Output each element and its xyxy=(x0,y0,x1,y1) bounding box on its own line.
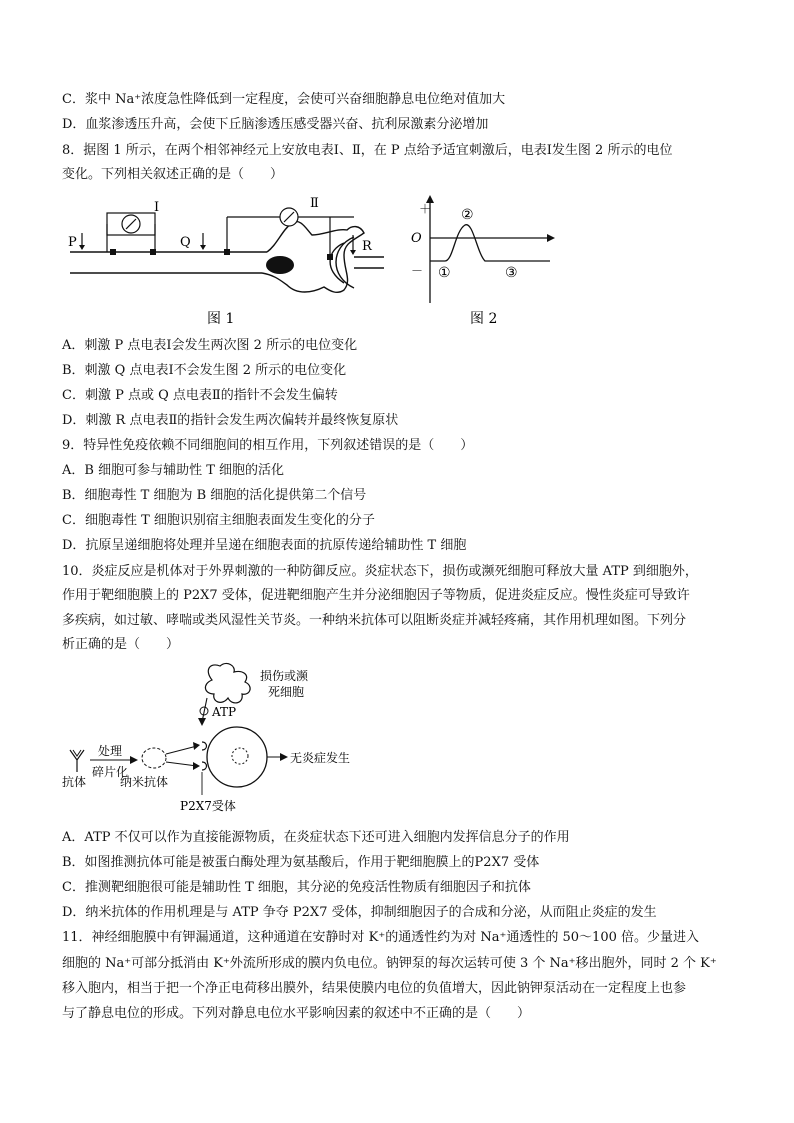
figure-2-caption: 图 2 xyxy=(470,311,498,327)
q10-option-c: C．推测靶细胞很可能是辅助性 T 细胞，其分泌的免疫活性物质有细胞因子和抗体 xyxy=(62,880,531,895)
damaged-cell-label-2: 死细胞 xyxy=(268,685,305,699)
axis-zero: O xyxy=(411,231,422,246)
mark-2: ② xyxy=(461,207,474,223)
q9-option-d: D．抗原呈递细胞将处理并呈递在细胞表面的抗原传递给辅助性 T 细胞 xyxy=(62,538,467,553)
q9-option-c: C．细胞毒性 T 细胞识别宿主细胞表面发生变化的分子 xyxy=(62,513,375,528)
figure-1-caption: 图 1 xyxy=(207,311,235,327)
q11-stem-2: 细胞的 Na⁺可部分抵消由 K⁺外流所形成的膜内负电位。钠钾泵的每次运转可使 3 个 Na⁺移出胞外，同时 2 个 K⁺ xyxy=(62,956,717,971)
target-cell xyxy=(207,727,267,787)
q10-stem-2: 作用于靶细胞膜上的 P2X7 受体，促进靶细胞产生并分泌细胞因子等物质，促进炎症反应。慢性炎症可导致许 xyxy=(62,588,690,603)
axis-minus: － xyxy=(411,264,424,278)
atp-label: ATP xyxy=(212,705,237,719)
mark-1: ① xyxy=(438,265,451,281)
mark-3: ③ xyxy=(505,265,518,281)
figure-1-neurons xyxy=(62,195,392,330)
q10-option-a: A．ATP 不仅可以作为直接能源物质，在炎症状态下还可进入细胞内发挥信息分子的作用 xyxy=(62,830,570,845)
fragment-label: 碎片化 xyxy=(92,765,129,779)
q8-option-b: B．刺激 Q 点电表Ⅰ不会发生图 2 所示的电位变化 xyxy=(62,363,347,378)
process-label: 处理 xyxy=(98,744,123,758)
figure-2-potential-graph xyxy=(405,193,560,333)
q8-option-c: C．刺激 P 点或 Q 点电表Ⅱ的指针不会发生偏转 xyxy=(62,388,338,403)
point-q-label: Q xyxy=(180,235,191,250)
q10-stem-3: 多疾病，如过敏、哮喘或类风湿性关节炎。一种纳米抗体可以阻断炎症并减轻疼痛，其作用机理如图。下列分 xyxy=(62,613,687,628)
q9-stem: 9．特异性免疫依赖不同细胞间的相互作用，下列叙述错误的是（ ） xyxy=(62,438,474,453)
q10-option-d: D．纳米抗体的作用机理是与 ATP 争夺 P2X7 受体，抑制细胞因子的合成和分泌，从而阻止炎症的发生 xyxy=(62,905,657,920)
result-label: 无炎症发生 xyxy=(290,751,351,765)
q11-stem-3: 移入胞内，相当于把一个净正电荷移出膜外，结果使膜内电位的负值增大，因此钠钾泵活动在一定程度上也参 xyxy=(62,981,687,996)
q8-stem-1: 8．据图 1 所示，在两个相邻神经元上安放电表Ⅰ、Ⅱ，在 P 点给予适宜刺激后，电表Ⅰ发生图 2 所示的电位 xyxy=(62,143,673,158)
q7-option-c: C．浆中 Na⁺浓度急性降低到一定程度，会使可兴奋细胞静息电位绝对值加大 xyxy=(62,92,506,107)
q11-stem-1: 11．神经细胞膜中有钾漏通道，这种通道在安静时对 K⁺的通透性约为对 Na⁺通透性的 50～100 倍。少量进入 xyxy=(62,930,699,945)
nucleus xyxy=(266,256,294,274)
point-r-label: R xyxy=(362,239,372,254)
q11-stem-4: 与了静息电位的形成。下列对静息电位水平影响因素的叙述中不正确的是（ ） xyxy=(62,1006,531,1021)
axis-plus: ＋ xyxy=(419,202,432,216)
receptor-label: P2X7受体 xyxy=(180,799,236,813)
antibody-label: 抗体 xyxy=(62,775,87,789)
nanobody-label: 纳米抗体 xyxy=(120,775,169,789)
point-p-label: P xyxy=(68,235,77,250)
q9-option-b: B．细胞毒性 T 细胞为 B 细胞的活化提供第二个信号 xyxy=(62,488,367,503)
damaged-cell-label-1: 损伤或濒 xyxy=(260,669,309,683)
meter-1-label: Ⅰ xyxy=(154,200,160,215)
q8-option-d: D．刺激 R 点电表Ⅱ的指针会发生两次偏转并最终恢复原状 xyxy=(62,413,399,428)
q8-stem-2: 变化。下列相关叙述正确的是（ ） xyxy=(62,167,284,182)
q9-option-a: A．B 细胞可参与辅助性 T 细胞的活化 xyxy=(62,463,285,478)
figure-3-nanobody-mechanism xyxy=(62,660,382,820)
q8-option-a: A．刺激 P 点电表Ⅰ会发生两次图 2 所示的电位变化 xyxy=(62,338,358,353)
q10-stem-4: 析正确的是（ ） xyxy=(62,637,180,652)
q10-option-b: B．如图推测抗体可能是被蛋白酶处理为氨基酸后，作用于靶细胞膜上的P2X7 受体 xyxy=(62,855,540,870)
q10-stem-1: 10．炎症反应是机体对于外界刺激的一种防御反应。炎症状态下，损伤或濒死细胞可释放大量 ATP 到细胞外， xyxy=(62,564,698,579)
meter-2-label: Ⅱ xyxy=(310,196,319,211)
q7-option-d: D．血浆渗透压升高，会使下丘脑渗透压感受器兴奋、抗利尿激素分泌增加 xyxy=(62,117,489,132)
